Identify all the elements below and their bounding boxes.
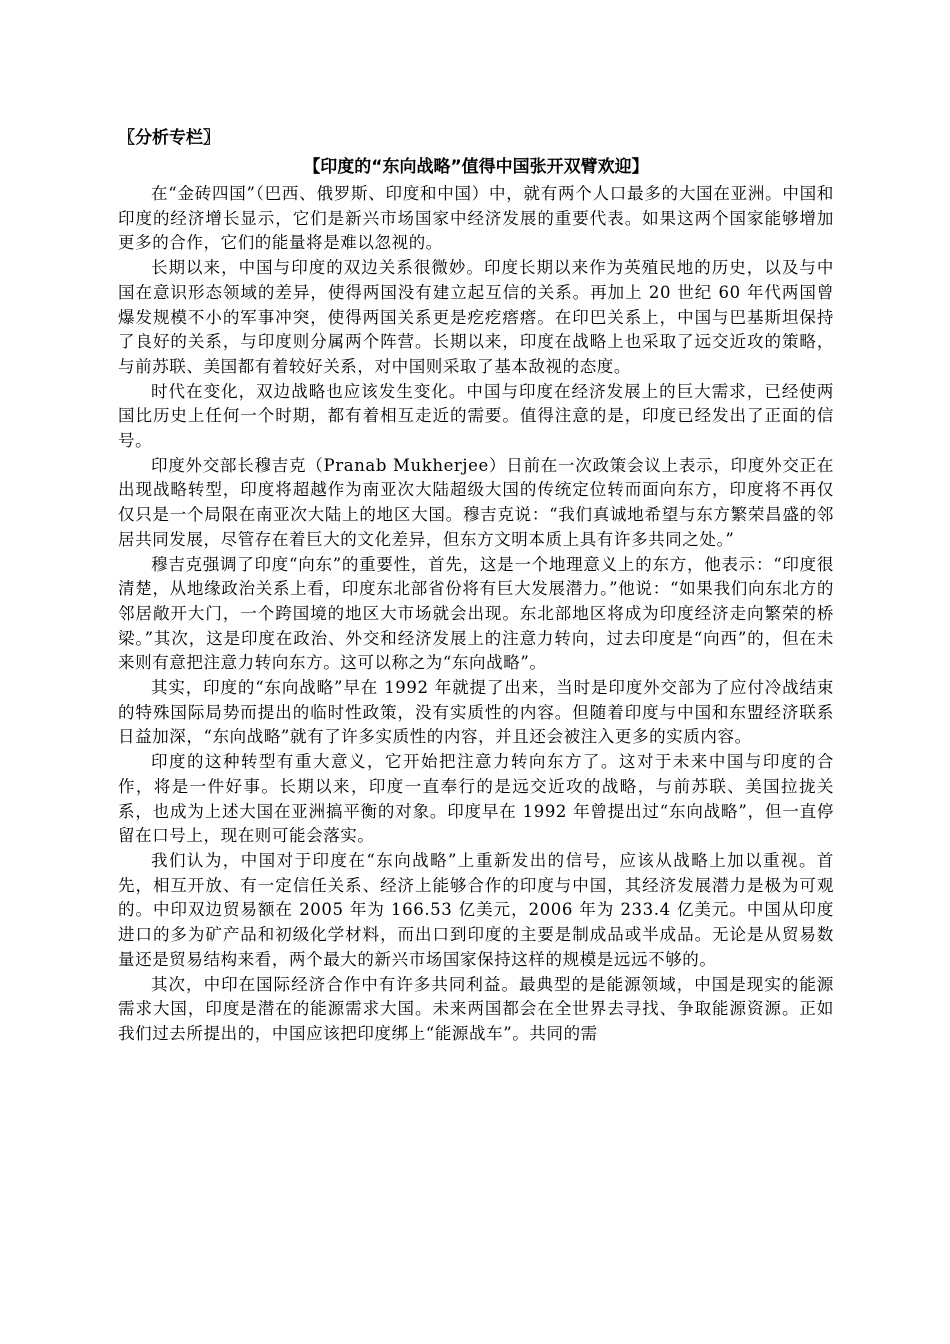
paragraph: 印度的这种转型有重大意义，它开始把注意力转向东方了。这对于未来中国与印度的合作，将是一件好事。长期以来，印度一直奉行的是远交近攻的战略，与前苏联、美国拉拢关系，也成为上述大国在亚洲搞平衡的对象。印度早在 1992 年曾提出过“东向战略”，但一直停留在口号上，现在则可能会落实。 [118, 752, 834, 846]
paragraph: 其实，印度的“东向战略”早在 1992 年就提了出来，当时是印度外交部为了应付冷战结束的特殊国际局势而提出的临时性政策，没有实质性的内容。但随着印度与中国和东盟经济联系日益加深，“东向战略”就有了许多实质性的内容，并且还会被注入更多的实质内容。 [118, 678, 834, 747]
column-label: 〖分析专栏〗 [118, 128, 220, 148]
article-title: 【印度的“东向战略”值得中国张开双臂欢迎】 [303, 157, 649, 177]
paragraph: 时代在变化，双边战略也应该发生变化。中国与印度在经济发展上的巨大需求，已经使两国比历史上任何一个时期，都有着相互走近的需要。值得注意的是，印度已经发出了正面的信号。 [118, 381, 834, 451]
paragraph: 穆吉克强调了印度“向东”的重要性，首先，这是一个地理意义上的东方，他表示：“印度很清楚，从地缘政治关系上看，印度东北部省份将有巨大发展潜力。”他说：“如果我们向东北方的邻居敞开大门，一个跨国境的地区大市场就会出现。东北部地区将成为印度经济走向繁荣的桥梁。”其次，这是印度在政治、外交和经济发展上的注意力转向，过去印度是“向西”的，但在未来则有意把注意力转向东方。这可以称之为“东向战略”。 [118, 554, 834, 673]
paragraph: 在“金砖四国”（巴西、俄罗斯、印度和中国）中，就有两个人口最多的大国在亚洲。中国和印度的经济增长显示，它们是新兴市场国家中经济发展的重要代表。如果这两个国家能够增加更多的合作，它们的能量将是难以忽视的。 [118, 184, 834, 253]
paragraph: 其次，中印在国际经济合作中有许多共同利益。最典型的是能源领域，中国是现实的能源需求大国，印度是潜在的能源需求大国。未来两国都会在全世界去寻找、争取能源资源。正如我们过去所提出的，中国应该把印度绑上“能源战车”。共同的需 [118, 974, 834, 1043]
paragraph: 印度外交部长穆吉克（Pranab Mukherjee）日前在一次政策会议上表示，印度外交正在出现战略转型，印度将超越作为南亚次大陆超级大国的传统定位转而面向东方，印度将不再仅仅只是一个局限在南亚次大陆上的地区大国。穆吉克说：“我们真诚地希望与东方繁荣昌盛的邻居共同发展，尽管存在着巨大的文化差异，但东方文明本质上具有许多共同之处。” [118, 455, 834, 549]
paragraph: 长期以来，中国与印度的双边关系很微妙。印度长期以来作为英殖民地的历史，以及与中国在意识形态领域的差异，使得两国没有建立起互信的关系。再加上 20 世纪 60 年代两国曾爆发规模不小的军事冲突，使得两国关系更是疙疙瘩瘩。在印巴关系上，中国与巴基斯坦保持了良好的关系，与印度则分属两个阵营。长期以来，印度在战略上也采取了远交近攻的策略，与前苏联、美国都有着较好关系，对中国则采取了基本敌视的态度。 [118, 258, 834, 376]
document-page [118, 124, 834, 1047]
paragraph: 我们认为，中国对于印度在“东向战略”上重新发出的信号，应该从战略上加以重视。首先，相互开放、有一定信任关系、经济上能够合作的印度与中国，其经济发展潜力是极为可观的。中印双边贸易额在 2005 年为 166.53 亿美元，2006 年为 233.4 亿美元。中国从印度进口的多为矿产品和初级化学材料，而出口到印度的主要是制成品或半成品。无论是从贸易数量还是贸易结构来看，两个最大的新兴市场国家保持这样的规模是远远不够的。 [118, 850, 834, 969]
